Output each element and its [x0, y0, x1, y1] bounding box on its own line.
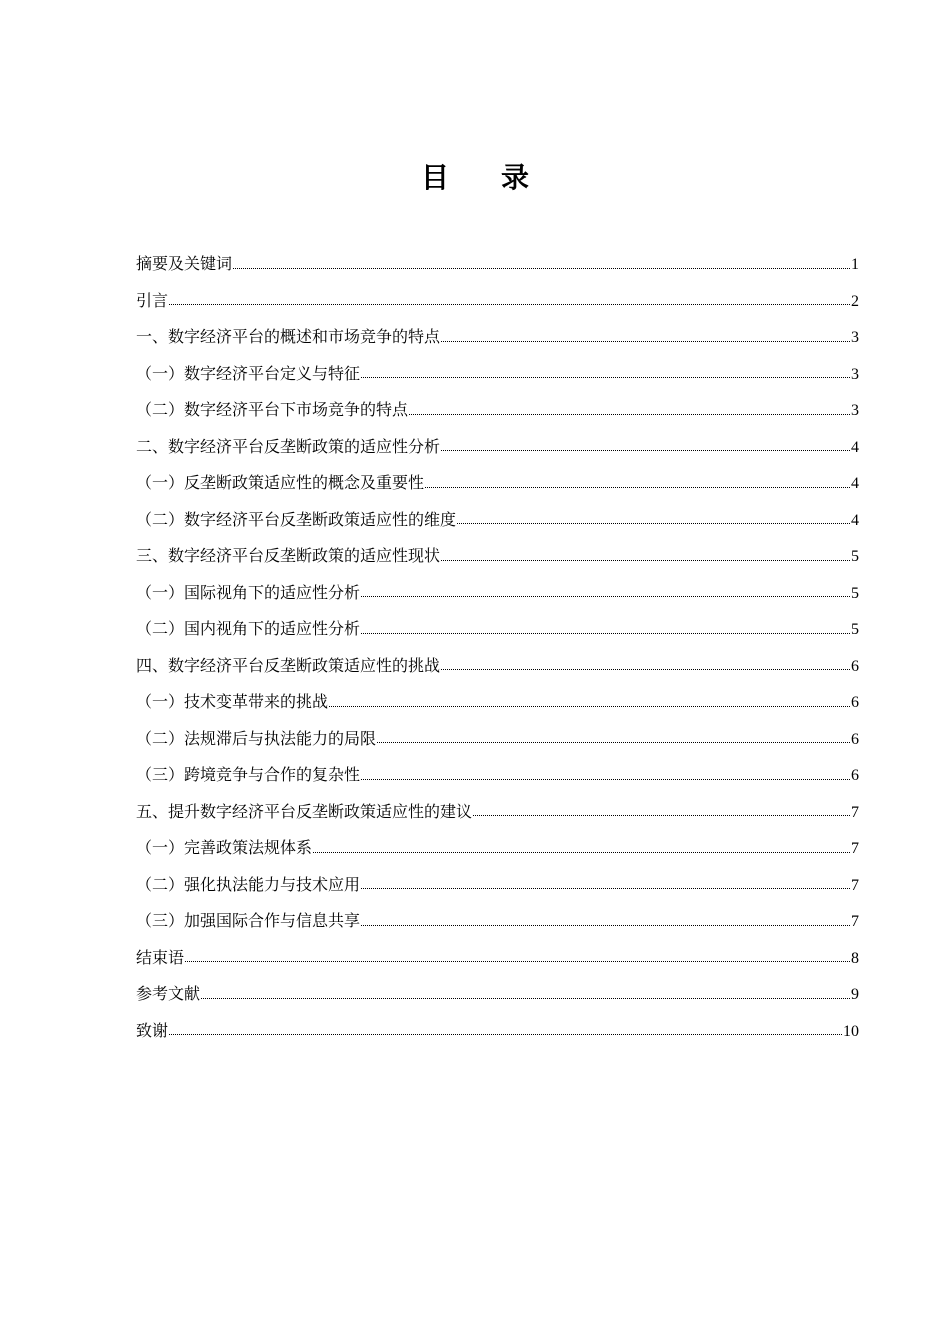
dot-leader [377, 741, 850, 743]
toc-entry[interactable] [136, 465, 859, 502]
toc-entry-page: 4 [851, 511, 859, 529]
toc-entry-label: 三、数字经济平台反垄断政策的适应性现状 [136, 546, 441, 565]
toc-entry[interactable] [136, 538, 859, 575]
toc-entry-label: （二）强化执法能力与技术应用 [136, 874, 361, 894]
toc-entry[interactable] [136, 940, 859, 977]
toc-entry-label: （一）技术变革带来的挑战 [136, 692, 329, 711]
toc-entry-label: 引言 [136, 290, 169, 310]
dot-leader [425, 486, 850, 488]
toc-entry-page: 8 [851, 949, 859, 967]
toc-entry-page: 2 [851, 292, 859, 310]
toc-entry[interactable] [136, 502, 859, 539]
toc-entry-page: 3 [851, 329, 859, 346]
toc-entry[interactable] [136, 867, 859, 904]
toc-entry-label: （三）跨境竞争与合作的复杂性 [136, 765, 361, 784]
toc-entry-page: 4 [851, 438, 859, 456]
dot-leader [361, 376, 850, 378]
toc-entry[interactable] [136, 1013, 859, 1050]
dot-leader [169, 303, 850, 305]
dot-leader [313, 851, 850, 853]
page-title [0, 156, 950, 196]
dot-leader [361, 595, 850, 597]
toc-entry-page: 7 [851, 913, 859, 930]
toc-entry-label: （一）国际视角下的适应性分析 [136, 582, 361, 602]
toc-entry-label: （二）国内视角下的适应性分析 [136, 619, 361, 638]
dot-leader [441, 449, 850, 451]
toc-entry[interactable] [136, 356, 859, 393]
dot-leader [361, 887, 850, 889]
toc-entry-page: 6 [851, 730, 859, 748]
toc-entry-page: 6 [851, 657, 859, 675]
toc-entry-page: 4 [851, 475, 859, 492]
dot-leader [201, 997, 850, 999]
toc-entry[interactable] [136, 684, 859, 721]
toc-entry[interactable] [136, 794, 859, 831]
toc-entry-label: （一）完善政策法规体系 [136, 838, 313, 857]
toc-entry-label: 结束语 [136, 947, 185, 967]
dot-leader [361, 778, 850, 780]
dot-leader [361, 632, 850, 634]
toc-entry[interactable] [136, 575, 859, 612]
toc-entry[interactable] [136, 648, 859, 685]
toc-entry[interactable] [136, 319, 859, 356]
toc-entry[interactable] [136, 283, 859, 320]
table-of-contents [136, 246, 859, 1049]
toc-entry-page: 7 [851, 840, 859, 857]
toc-entry-page: 6 [851, 694, 859, 711]
toc-entry[interactable] [136, 429, 859, 466]
toc-entry-page: 10 [843, 1022, 859, 1040]
toc-entry-label: 四、数字经济平台反垄断政策适应性的挑战 [136, 655, 441, 675]
toc-entry-page: 5 [851, 584, 859, 602]
toc-entry[interactable] [136, 757, 859, 794]
toc-entry-page: 1 [851, 256, 859, 273]
dot-leader [361, 924, 850, 926]
toc-entry-page: 9 [851, 986, 859, 1003]
toc-entry-label: 二、数字经济平台反垄断政策的适应性分析 [136, 436, 441, 456]
dot-leader [329, 705, 850, 707]
toc-entry-label: （三）加强国际合作与信息共享 [136, 911, 361, 930]
dot-leader [457, 522, 850, 524]
toc-entry-page: 3 [851, 365, 859, 383]
toc-entry-label: 参考文献 [136, 984, 201, 1003]
toc-entry-label: （二）数字经济平台反垄断政策适应性的维度 [136, 509, 457, 529]
toc-entry[interactable] [136, 830, 859, 867]
toc-entry-label: 一、数字经济平台的概述和市场竞争的特点 [136, 327, 441, 346]
toc-entry-page: 5 [851, 548, 859, 565]
dot-leader [441, 668, 850, 670]
toc-entry-label: 摘要及关键词 [136, 254, 233, 273]
dot-leader [441, 559, 850, 561]
toc-entry[interactable] [136, 976, 859, 1013]
toc-entry-page: 5 [851, 621, 859, 638]
toc-entry[interactable] [136, 611, 859, 648]
toc-entry-label: （二）数字经济平台下市场竞争的特点 [136, 400, 409, 419]
toc-entry-label: （一）数字经济平台定义与特征 [136, 363, 361, 383]
toc-entry-page: 7 [851, 803, 859, 821]
toc-entry-page: 3 [851, 402, 859, 419]
toc-entry-label: 致谢 [136, 1020, 169, 1040]
toc-entry[interactable] [136, 721, 859, 758]
toc-entry-label: （一）反垄断政策适应性的概念及重要性 [136, 473, 425, 492]
dot-leader [441, 340, 850, 342]
toc-entry[interactable] [136, 392, 859, 429]
toc-entry-page: 6 [851, 767, 859, 784]
dot-leader [473, 814, 850, 816]
dot-leader [409, 413, 850, 415]
toc-entry[interactable] [136, 246, 859, 283]
dot-leader [185, 960, 850, 962]
dot-leader [233, 267, 850, 269]
toc-entry[interactable] [136, 903, 859, 940]
toc-entry-page: 7 [851, 876, 859, 894]
title-char-1: 目 [420, 161, 449, 194]
toc-entry-label: 五、提升数字经济平台反垄断政策适应性的建议 [136, 801, 473, 821]
dot-leader [169, 1033, 842, 1035]
title-char-2: 录 [501, 161, 530, 194]
toc-entry-label: （二）法规滞后与执法能力的局限 [136, 728, 377, 748]
